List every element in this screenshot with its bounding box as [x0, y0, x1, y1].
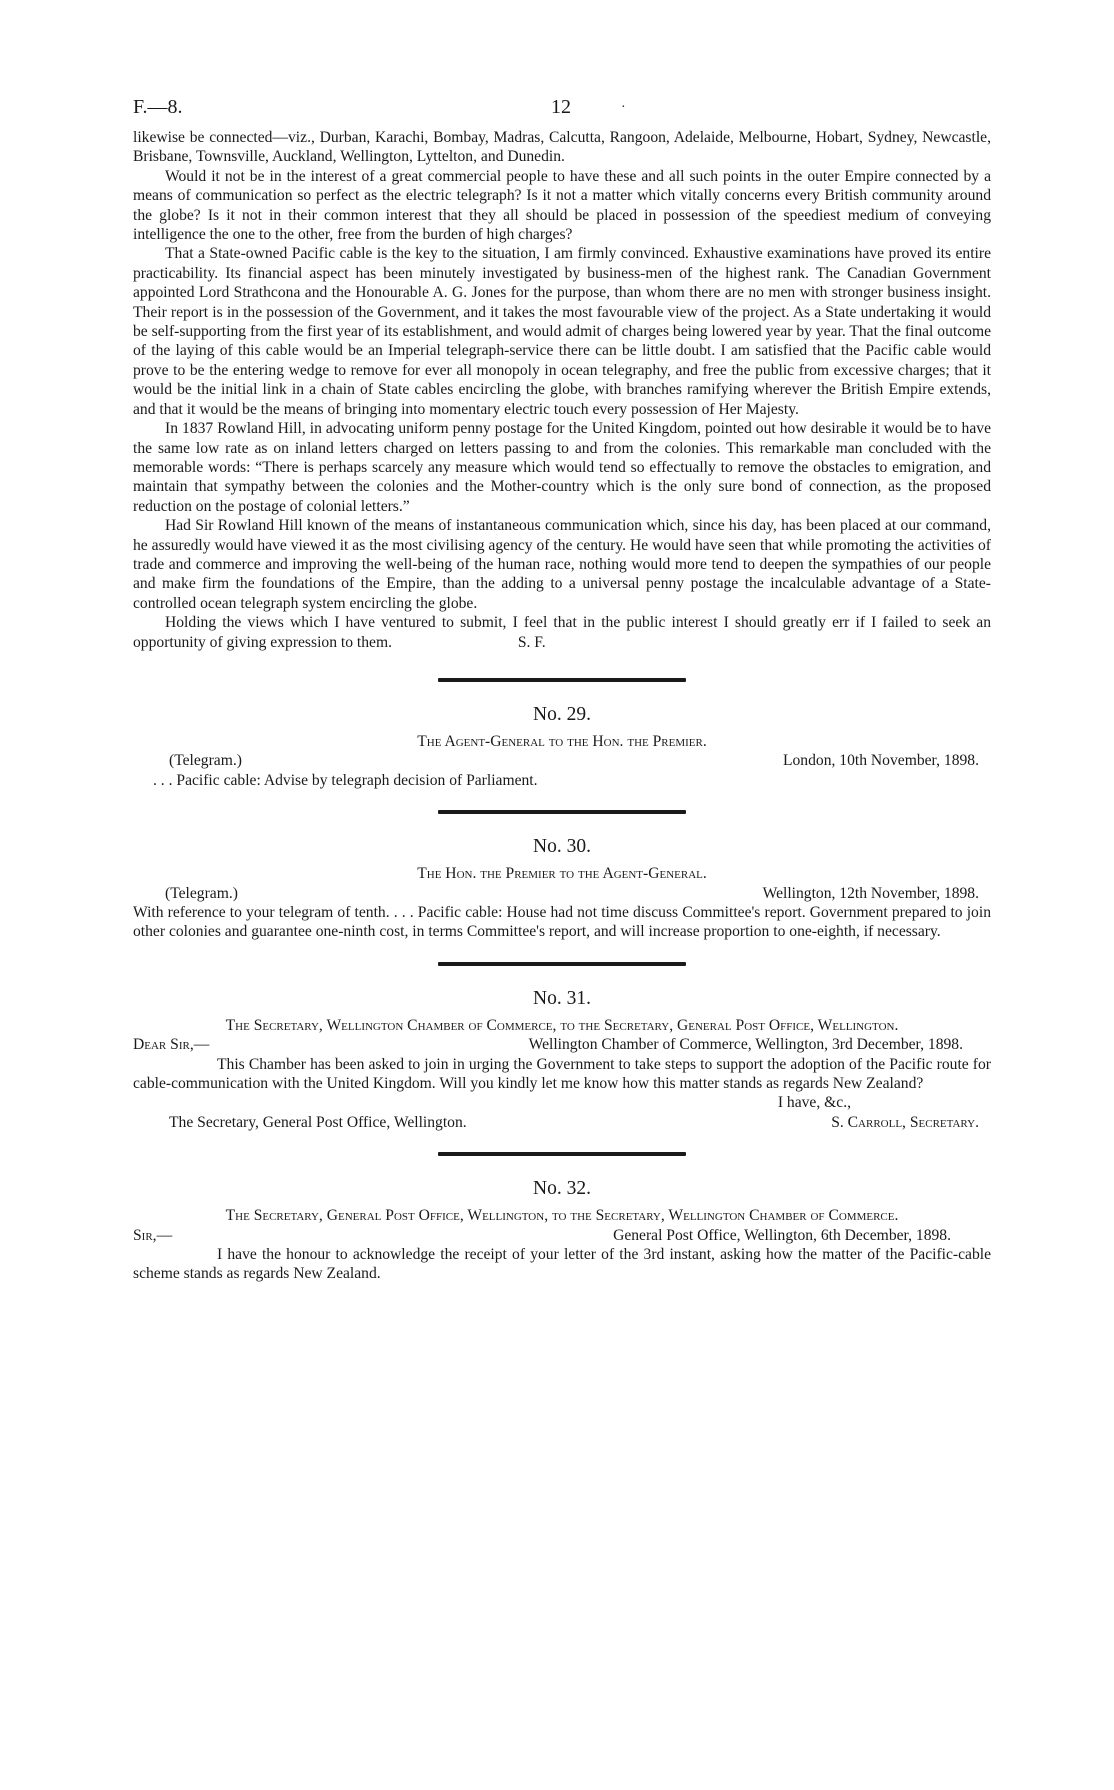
signature: S. Carroll, Secretary. — [831, 1113, 979, 1131]
place-date: Wellington Chamber of Commerce, Wellington, 3rd December, 1898. — [528, 1036, 963, 1054]
intro-paragraph-1: likewise be connected—viz., Durban, Karachi, Bombay, Madras, Calcutta, Rangoon, Adelaide, Melbourne, Hobart, Sydney, Newcastle, Brisbane, Townsville, Auckland, Wellington, Lyttelton, and Dunedin. — [133, 129, 991, 166]
intro-paragraph-2: Would it not be in the interest of a great commercial people to have these and all such points in the outer Empire connected by a means of communication so perfect as the electric telegraph? Is it not a matter which vitally concerns every British community around the globe? Is it not in their common interest that they all should be placed in possession of the speediest medium of conveying intelligence the one to the other, free from the burden of high charges? — [133, 167, 991, 244]
item-body: This Chamber has been asked to join in urging the Government to take steps to support the adoption of the Pacific route for cable-communication with the United Kingdom. Will you kindly let me know how this matter stands as regards New Zealand? — [133, 1055, 991, 1092]
closing-signature: S. F. — [517, 633, 546, 651]
item-title: The Hon. the Premier to the Agent-General. — [417, 865, 707, 883]
intro-paragraph-5: Had Sir Rowland Hill known of the means of instantaneous communication which, since his day, has been placed at our command, he assuredly would have viewed it as the most civilising agency of the century. He would have seen that while promoting the activities of trade and commerce and improving the well-being of the human race, nothing would more tend to deepen the sympathies of our people and make firm the foundations of the Empire, than the adding to a universal penny postage the incalculable advantage of a State-controlled ocean telegraph system encircling the globe. — [133, 517, 991, 612]
place-date: London, 10th November, 1898. — [782, 752, 979, 770]
item-meta — [133, 884, 991, 903]
place-date: General Post Office, Wellington, 6th December, 1898. — [613, 1226, 951, 1244]
place-date: Wellington, 12th November, 1898. — [762, 884, 979, 902]
salutation: Sir,— — [133, 1226, 173, 1244]
document-page — [133, 98, 991, 1284]
item-title: The Secretary, Wellington Chamber of Commerce, to the Secretary, General Post Office, Wellington. — [225, 1016, 899, 1034]
page-header — [133, 98, 991, 128]
page-number: 12 — [551, 96, 571, 118]
item-title: The Agent-General to the Hon. the Premier. — [417, 732, 707, 750]
salutation: Dear Sir,— — [133, 1036, 210, 1054]
item-body: . . . Pacific cable: Advise by telegraph decision of Parliament. — [153, 771, 538, 789]
addressee-row — [133, 1113, 991, 1132]
closing-text: Holding the views which I have ventured to submit, I feel that in the public interest I should greatly err if I failed to seek an opportunity of giving expression to them. — [133, 614, 991, 651]
intro-paragraph-3: That a State-owned Pacific cable is the key to the situation, I am firmly convinced. Exhaustive examinations have proved its entire practicability. Its financial aspect has been minutely investigated by business-men of the highest rank. The Canadian Government appointed Lord Strathcona and the Honourable A. G. Jones for the purpose, than whom there are no men with stronger business insight. Their report is in the possession of the Government, and it takes the most favourable view of the project. As a State undertaking it would be self-supporting from the first year of its establishment, and would admit of charges being lowered year by year. That the final outcome of the laying of this cable would be an Imperial telegraph-service there can be little doubt. I am satisfied that the Pacific cable would prove to be the entering wedge to remove for ever all monopoly in ocean telegraphy, and free the public from excessive charges; that it would be the initial link in a chain of State cables encircling the globe, with branches ramifying wherever the British Empire extends, and that it would be the means of bringing into momentary electric touch every possession of Her Majesty. — [133, 245, 991, 418]
sign-off-row — [133, 1093, 991, 1112]
item-title: The Secretary, General Post Office, Wellington, to the Secretary, Wellington Chamber of Commerce. — [225, 1207, 899, 1225]
item-number: No. 30. — [533, 836, 591, 858]
item-meta — [133, 1226, 991, 1245]
item-body: With reference to your telegram of tenth. . . . Pacific cable: House had not time discuss Committee's report. Government prepared to join other colonies and guarantee one-ninth cost, in terms Committee's report, and will increase proportion to one-eighth, if necessary. — [133, 903, 991, 941]
sign-off: I have, &c., — [777, 1094, 851, 1112]
header-mark: · — [621, 100, 626, 115]
intro-paragraph-4: In 1837 Rowland Hill, in advocating uniform penny postage for the United Kingdom, pointed out how desirable it would be to have the same low rate as on inland letters charged on letters passing to and from the colonies. This remarkable man concluded with the memorable words: “There is perhaps scarcely any measure which would tend so effectually to remove the obstacles to emigration, and maintain that sympathy between the colonies and the Mother-country which is the only sure bond of connection, as the proposed reduction on the postage of colonial letters.” — [133, 420, 991, 515]
section-divider — [438, 810, 686, 814]
closing-paragraph — [133, 613, 991, 652]
item-number: No. 32. — [533, 1178, 591, 1200]
item-body: I have the honour to acknowledge the receipt of your letter of the 3rd instant, asking how the matter of the Pacific-cable scheme stands as regards New Zealand. — [133, 1245, 991, 1283]
telegram-label: (Telegram.) — [165, 884, 238, 902]
addressee: The Secretary, General Post Office, Wellington. — [169, 1113, 467, 1131]
section-divider — [438, 1152, 686, 1156]
section-divider — [438, 962, 686, 966]
document-reference: F.—8. — [133, 96, 183, 118]
item-number: No. 29. — [533, 703, 591, 725]
telegram-label: (Telegram.) — [169, 752, 242, 770]
item-meta — [133, 1035, 991, 1054]
section-divider — [438, 678, 686, 682]
item-meta — [133, 751, 991, 770]
item-number: No. 31. — [533, 987, 591, 1009]
